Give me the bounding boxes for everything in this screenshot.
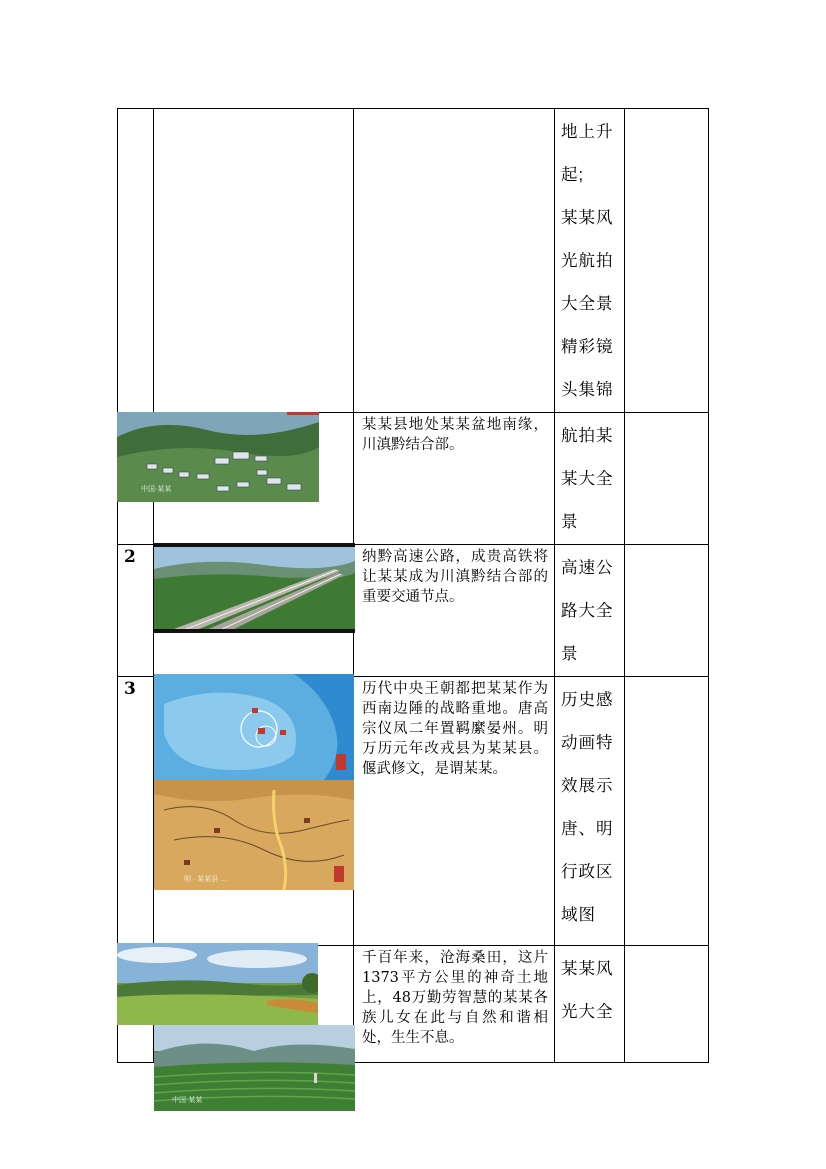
shot-line: 景 [561,513,579,531]
shot-cell [555,413,625,545]
remarks-cell [625,109,709,413]
shot-cell [555,545,625,677]
image-cell [154,109,354,413]
shot-line: 某某风 [561,209,614,227]
aerial-village-photo [117,412,319,502]
shot-line: 历史感 [561,691,614,709]
image-caption: 中国·某某 [172,1097,203,1104]
shot-line: 地上升 [561,123,614,141]
narration-cell: 历代中央王朝都把某某作为西南边陲的战略重地。唐高宗仪凤二年置羁縻晏州。明万历元年改戎县为某某县。偃武修文，是谓某某。 [354,677,555,946]
row-number-cell [118,109,154,413]
shot-cell [555,946,625,1063]
remarks-cell [625,413,709,545]
shot-line: 光航拍 [561,252,614,270]
remarks-cell [625,545,709,677]
narration-cell: 纳黔高速公路，成贵高铁将让某某成为川滇黔结合部的重要交通节点。 [354,545,555,677]
shot-line: 某某风 [561,960,614,978]
image-caption: 明 · 某某县 … [184,876,228,883]
shot-cell [555,677,625,946]
shot-line: 航拍某 [561,427,614,445]
shot-line: 头集锦 [561,381,614,399]
narration-cell: 某某县地处某某盆地南缘，川滇黔结合部。 [354,413,555,545]
shot-line: 精彩镜 [561,338,614,356]
remarks-cell [625,677,709,946]
shot-line: 域图 [561,906,596,924]
shot-line: 路大全 [561,602,614,620]
shot-line: 行政区 [561,863,614,881]
ancient-map-animation [154,780,354,890]
remarks-cell [625,946,709,1063]
tea-garden-photo [154,1025,355,1111]
shot-line: 起; [561,166,585,184]
narration-cell [354,109,555,413]
narration-cell: 千百年来，沧海桑田，这片1373平方公里的神奇土地上，48万勤劳智慧的某某各族儿女在此与自然和谐相处，生生不息。 [354,946,555,1063]
ancient-map-animation [154,674,354,780]
shot-line: 景 [561,645,579,663]
shot-line: 唐、明 [561,820,614,838]
shot-line: 光大全 [561,1003,614,1021]
landscape-photo [117,943,318,1025]
image-caption: 中国·某某 [141,486,172,493]
table-row [118,109,709,413]
shot-line: 某大全 [561,470,614,488]
shot-line: 动画特 [561,734,614,752]
highway-photo [154,543,355,633]
shot-cell [555,109,625,413]
row-number-cell: 2 [118,545,154,677]
shot-line: 高速公 [561,559,614,577]
shot-line: 效展示 [561,777,614,795]
row-number-cell: 3 [118,677,154,946]
shot-line: 大全景 [561,295,614,313]
